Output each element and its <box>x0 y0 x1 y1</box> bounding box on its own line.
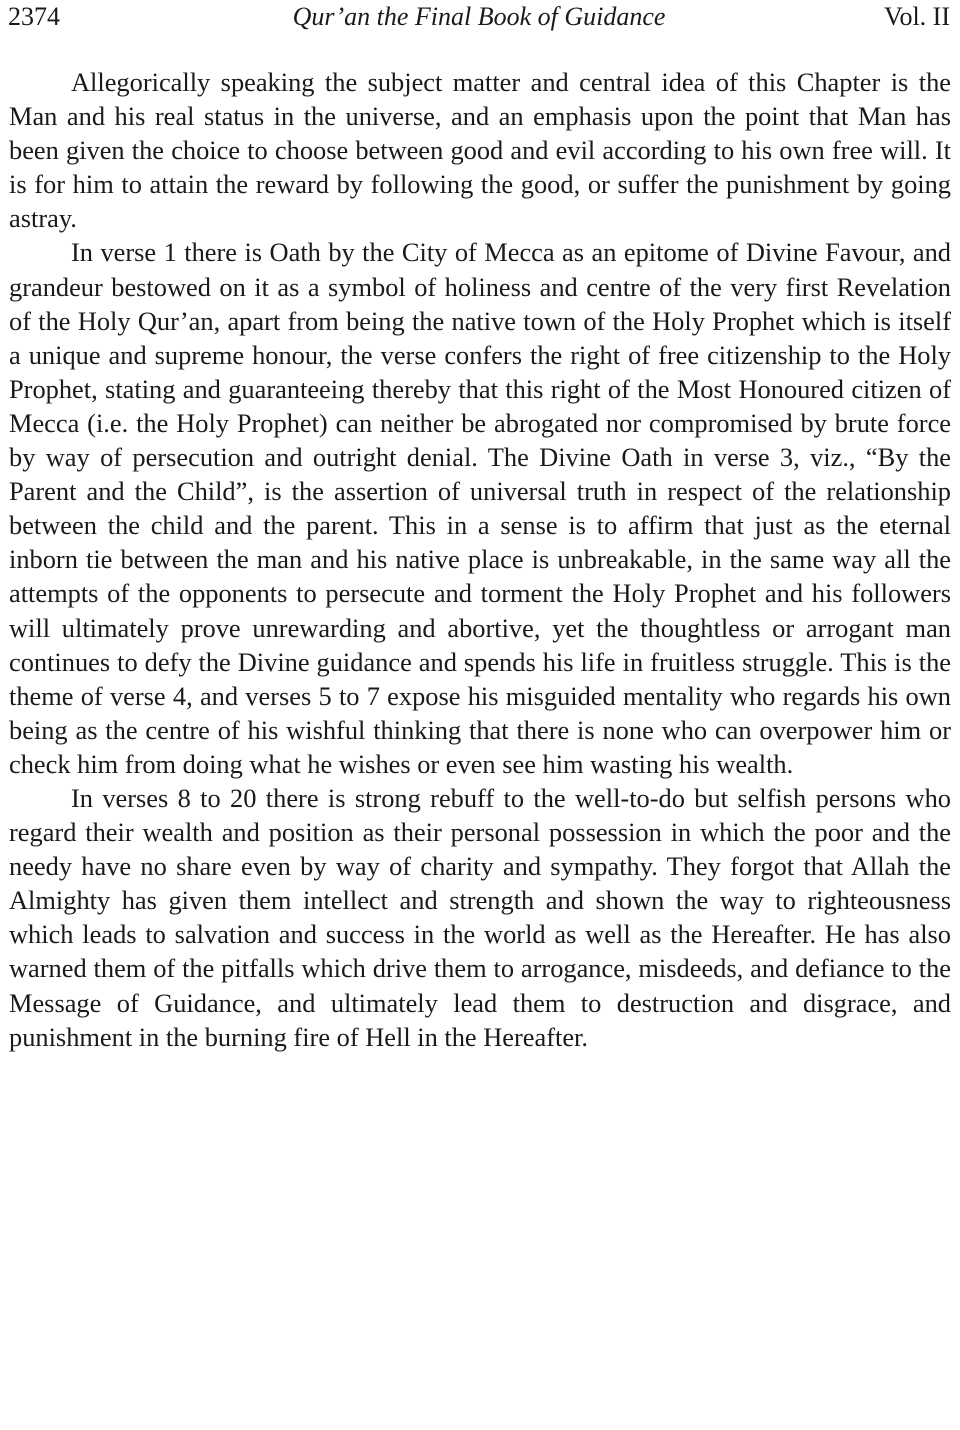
page-number: 2374 <box>8 2 60 31</box>
paragraph-intro: Allegorically speaking the subject matter and central idea of this Chapter is the Man and his real status in the universe, and an emphasis upon the point that Man has been given the choice to choose between good and evil according to his own free will. It is for him to attain the reward by following the good, or suffer the punishment by going astray. <box>9 67 951 234</box>
volume-label: Vol. II <box>884 2 950 31</box>
paragraph-verses-8-to-20: In verses 8 to 20 there is strong rebuff to the well-to-do but selfish persons who regard their wealth and position as their personal possession in which the poor and the needy have no share even by way of charity and sympathy. They forgot that Allah the Almighty has given them intellect and strength and shown the way to righteousness which leads to salvation and success in the world as well as the Hereafter. He has also warned them of the pitfalls which drive them to arrogance, misdeeds, and defiance to the Message of Guidance, and ultimately lead them to destruction and disgrace, and punishment in the burning fire of Hell in the Hereafter. <box>9 782 951 1052</box>
running-header <box>8 0 950 34</box>
paragraph-verses-1-to-7: In verse 1 there is Oath by the City of Mecca as an epitome of Divine Favour, and grandeur bestowed on it as a symbol of holiness and centre of the very first Revelation of the Holy Qur’an, apart from being the native town of the Holy Prophet which is itself a unique and supreme honour, the verse confers the right of free citizenship to the Holy Prophet, stating and guaranteeing thereby that this right of the Most Honoured citizen of Mecca (i.e. the Holy Prophet) can neither be abrogated nor compromised by brute force by way of persecution and outright denial. The Divine Oath in verse 3, viz., “By the Parent and the Child”, is the assertion of universal truth in respect of the relationship between the child and the parent. This in a sense is to affirm that just as the eternal inborn tie between the man and his native place is unbreakable, in the same way all the attempts of the opponents to persecute and torment the Holy Prophet and his followers will ultimately prove unrewarding and abortive, yet the thoughtless or arrogant man continues to defy the Divine guidance and spends his life in fruitless struggle. This is the theme of verse 4, and verses 5 to 7 expose his misguided mentality who regards his own being as the centre of his wishful thinking that there is none who can overpower him or check him from doing what he wishes or even see him wasting his wealth. <box>9 237 951 779</box>
body-text <box>9 65 951 1054</box>
book-title: Qur’an the Final Book of Guidance <box>292 2 666 31</box>
